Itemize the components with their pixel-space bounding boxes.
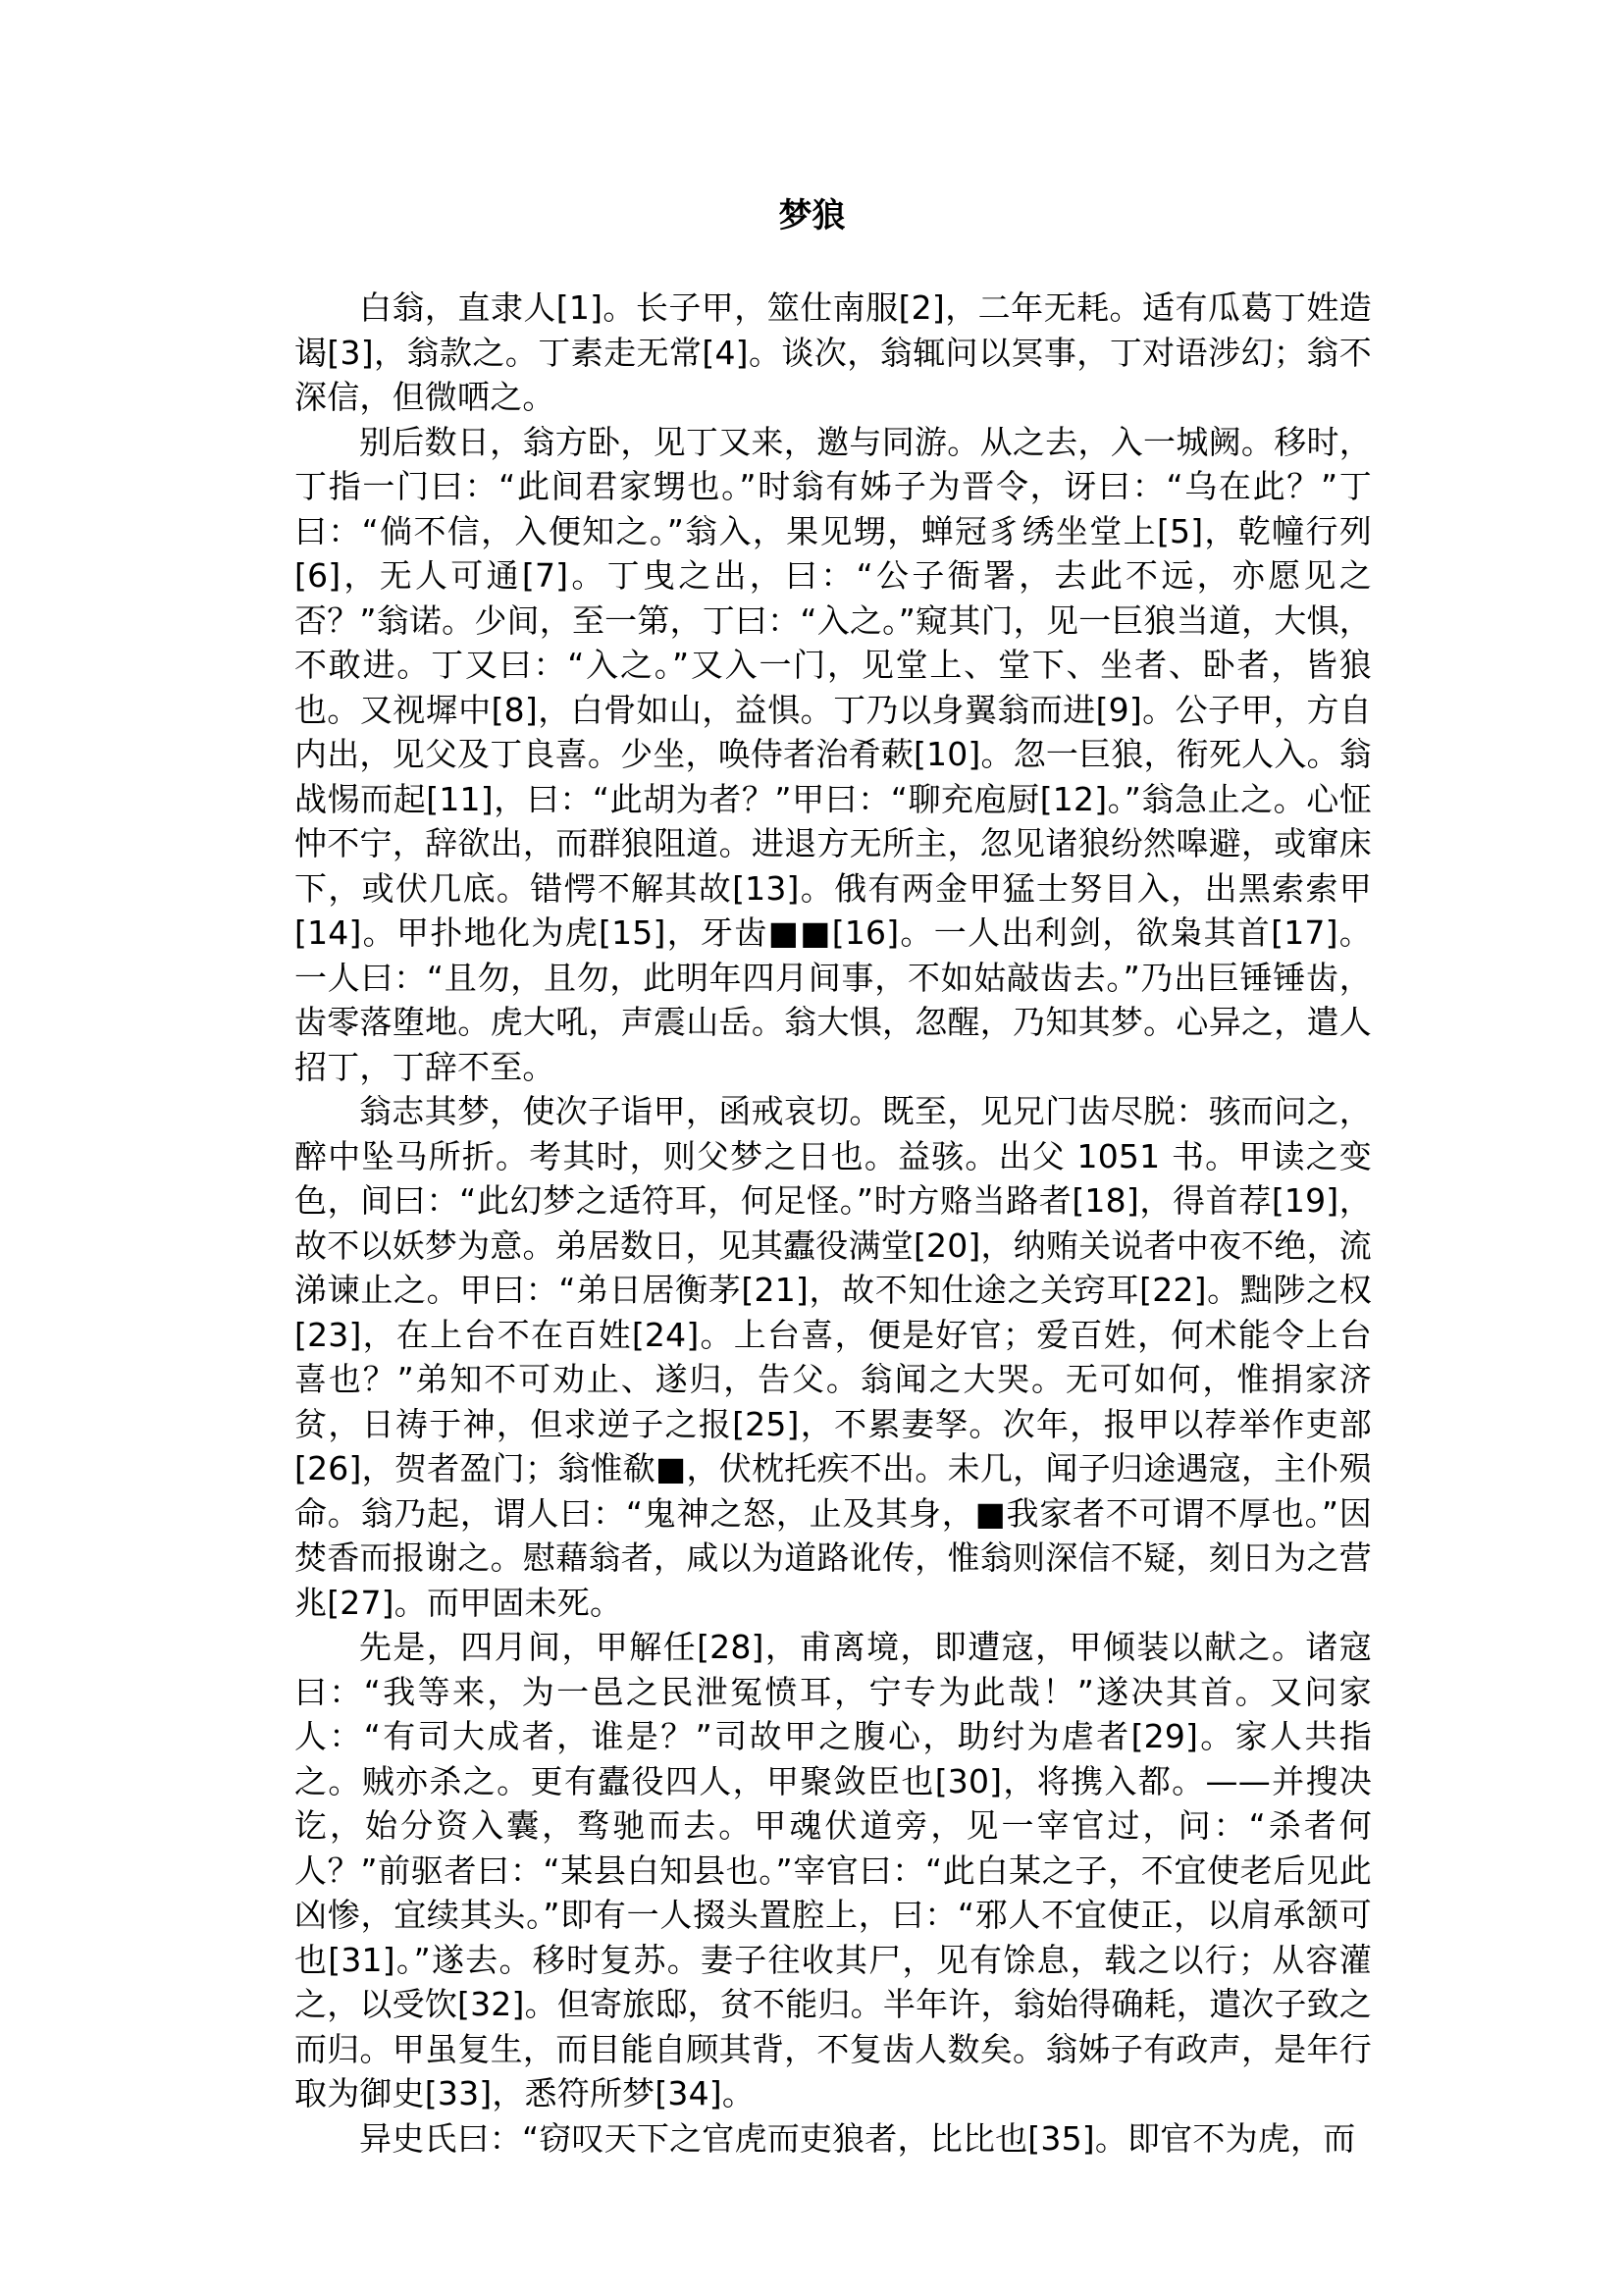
- paragraph-4: 先是，四月间，甲解任[28]，甫离境，即遭寇，甲倾装以献之。诸寇曰：“我等来，为一邑之民泄冤愤耳，宁专为此哉！”遂决其首。又问家人：“有司大成者，谁是？”司故甲之腹心，助纣为虐者[29]。家人共指之。贼亦杀之。更有蠹役四人，甲聚敛臣也[30]，将携入都。——并搜决讫，始分资入囊，骛驰而去。甲魂伏道旁，见一宰官过，问：“杀者何人？”前驱者曰：“某县白知县也。”宰官曰：“此白某之子，不宜使老后见此凶惨，宜续其头。”即有一人掇头置腔上，曰：“邪人不宜使正，以肩承颔可也[31]。”遂去。移时复苏。妻子往收其尸，见有馀息，载之以行；从容灌之，以受饮[32]。但寄旅邸，贫不能归。半年许，翁始得确耗，遣次子致之而归。甲虽复生，而目能自顾其背，不复齿人数矣。翁姊子有政声，是年行取为御史[33]，悉符所梦[34]。: [294, 1628, 1372, 2112]
- paragraph-5: 异史氏曰：“窃叹天下之官虎而吏狼者，比比也[35]。即官不为虎，而: [359, 2118, 1356, 2158]
- page-title: 梦狼: [778, 196, 846, 235]
- paragraph-1: 白翁，直隶人[1]。长子甲，筮仕南服[2]，二年无耗。适有瓜葛丁姓造谒[3]，翁款之。丁素走无常[4]。谈次，翁辄问以冥事，丁对语涉幻；翁不深信，但微哂之。: [294, 288, 1372, 416]
- paragraph-3: 翁志其梦，使次子诣甲，函戒哀切。既至，见兄门齿尽脱：骇而问之，醉中坠马所折。考其时，则父梦之日也。益骇。出父 1051 书。甲读之变色，间曰：“此幻梦之适符耳，何足怪。”时方赂当路者[18]，得首荐[19]，故不以妖梦为意。弟居数日，见其蠹役满堂[20]，纳贿关说者中夜不绝，流涕谏止之。甲曰：“弟日居衡茅[21]，故不知仕途之关窍耳[22]。黜陟之权[23]，在上台不在百姓[24]。上台喜，便是好官；爱百姓，何术能令上台喜也？”弟知不可劝止、遂归，告父。翁闻之大哭。无可如何，惟捐家济贫，日祷于神，但求逆子之报[25]，不累妻孥。次年，报甲以荐举作吏部[26]，贺者盈门；翁惟欷■，伏枕托疾不出。未几，闻子归途遇寇，主仆殒命。翁乃起，谓人曰：“鬼神之怒，止及其身，■我家者不可谓不厚也。”因焚香而报谢之。慰藉翁者，咸以为道路讹传，惟翁则深信不疑，刻日为之营兆[27]。而甲固未死。: [294, 1092, 1372, 1622]
- paragraph-2: 别后数日，翁方卧，见丁又来，邀与同游。从之去，入一城阙。移时，丁指一门曰：“此间君家甥也。”时翁有姊子为晋令，讶曰：“乌在此？”丁曰：“倘不信，入便知之。”翁入，果见甥，蝉冠豸绣坐堂上[5]，乾幢行列[6]，无人可通[7]。丁曳之出，曰：“公子衙署，去此不远，亦愿见之否？”翁诺。少间，至一第，丁曰：“入之。”窥其门，见一巨狼当道，大惧，不敢进。丁又曰：“入之。”又入一门，见堂上、堂下、坐者、卧者，皆狼也。又视墀中[8]，白骨如山，益惧。丁乃以身翼翁而进[9]。公子甲，方自内出，见父及丁良喜。少坐，唤侍者治肴蔌[10]。忽一巨狼，衔死人入。翁战惕而起[11]，曰：“此胡为者？”甲曰：“聊充庖厨[12]。”翁急止之。心怔忡不宁，辞欲出，而群狼阻道。进退方无所主，忽见诸狼纷然嗥避，或窜床下，或伏几底。错愕不解其故[13]。俄有两金甲猛士努目入，出黑索索甲[14]。甲扑地化为虎[15]，牙齿■■[16]。一人出利剑，欲枭其首[17]。一人曰：“且勿，且勿，此明年四月间事，不如姑敲齿去。”乃出巨锤锤齿，齿零落堕地。虎大吼，声震山岳。翁大惧，忽醒，乃知其梦。心异之，遣人招丁，丁辞不至。: [294, 422, 1372, 1086]
- body-text: [294, 286, 1372, 2161]
